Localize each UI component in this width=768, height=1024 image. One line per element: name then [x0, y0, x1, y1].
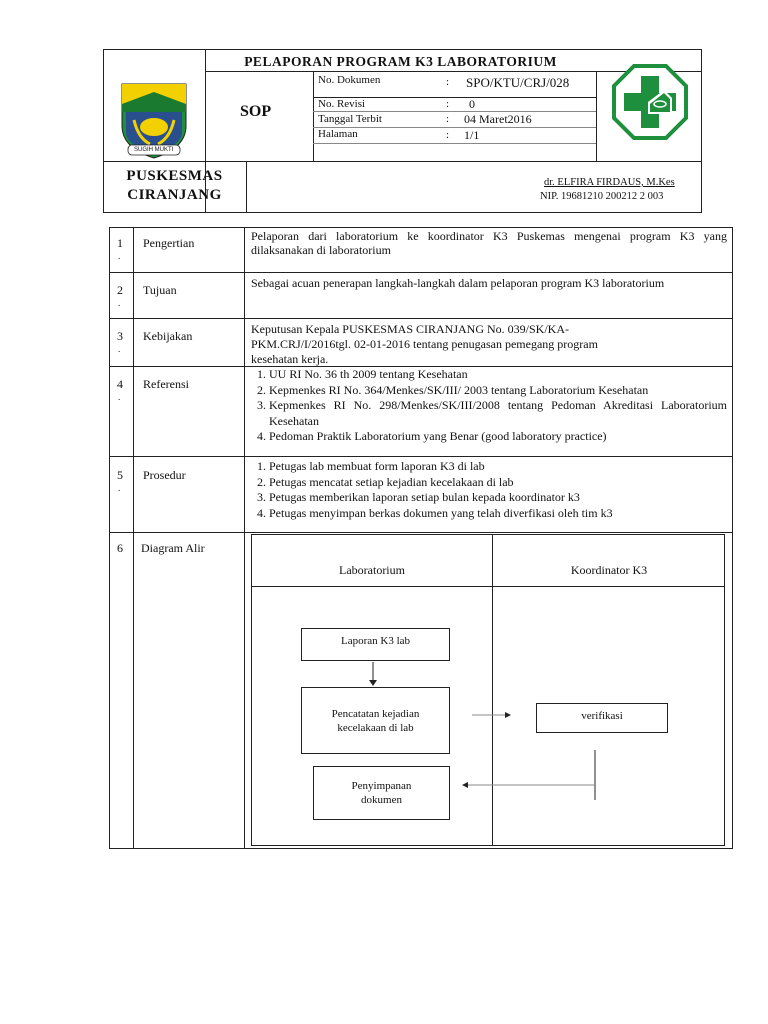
- arrow-head: [369, 680, 377, 686]
- table-divider: [244, 227, 245, 849]
- list-item: 3. Petugas memberikan laporan setiap bulan kepada koordinator k3: [269, 490, 727, 506]
- list-item: 3. Kepmenkes RI No. 298/Menkes/SK/III/2008 tentang Pedoman Akreditasi Laboratorium Kesehatan: [269, 398, 727, 429]
- row-text-line: kesehatan kerja.: [251, 352, 329, 366]
- procedure-list: [251, 459, 727, 521]
- meta-label-revisi: No. Revisi: [318, 98, 366, 110]
- row-number-dot: .: [118, 344, 121, 354]
- row-number: 1: [117, 236, 123, 250]
- row-number-dot: .: [118, 392, 121, 402]
- regional-logo: [116, 82, 192, 162]
- header-divider: [313, 111, 596, 112]
- meta-sep: :: [446, 113, 450, 125]
- row-text: Sebagai acuan penerapan langkah-langkah dalam pelaporan program K3 laboratorium: [251, 276, 665, 290]
- list-item: 4. Pedoman Praktik Laboratorium yang Benar (good laboratory practice): [269, 429, 727, 445]
- list-item: 2. Kepmenkes RI No. 364/Menkes/SK/III/ 2003 tentang Laboratorium Kesehatan: [269, 383, 727, 399]
- row-label: Pengertian: [143, 236, 195, 250]
- list-item: 4. Petugas menyimpan berkas dokumen yang telah diverfikasi oleh tim k3: [269, 506, 727, 522]
- row-number: 6: [117, 541, 123, 555]
- list-item: 1. UU RI No. 36 th 2009 tentang Kesehatan: [269, 367, 727, 383]
- org-name-line2: CIRANJANG: [127, 187, 222, 203]
- document-title: PELAPORAN PROGRAM K3 LABORATORIUM: [244, 54, 557, 69]
- sop-label: SOP: [240, 103, 272, 120]
- header-divider: [596, 71, 597, 161]
- org-name-line1: PUSKESMAS: [126, 168, 223, 184]
- table-divider: [133, 227, 134, 849]
- flow-box-verifikasi: verifikasi: [536, 703, 668, 733]
- meta-value-halaman: 1/1: [464, 128, 480, 142]
- signer-nip: NIP. 19681210 200212 2 003: [540, 191, 664, 202]
- table-divider: [109, 272, 733, 273]
- row-number: 2: [117, 283, 123, 297]
- row-label: Referensi: [143, 377, 189, 391]
- row-number: 3: [117, 329, 123, 343]
- puskesmas-logo: [612, 64, 688, 140]
- list-item: 1. Petugas lab membuat form laporan K3 di lab: [269, 459, 727, 475]
- table-divider: [109, 532, 733, 533]
- header-divider: [313, 143, 596, 144]
- meta-value-tanggal: 04 Maret2016: [464, 112, 532, 126]
- meta-label-tanggal: Tanggal Terbit: [318, 113, 382, 125]
- table-divider: [109, 456, 733, 457]
- reference-list: [251, 367, 727, 445]
- row-label: Diagram Alir: [141, 541, 205, 555]
- logo-motto: SUGIH MUKTI: [134, 147, 174, 153]
- row-number-dot: .: [118, 298, 121, 308]
- meta-value-dokumen: SPO/KTU/CRJ/028: [466, 75, 570, 90]
- row-number-dot: .: [118, 251, 121, 261]
- flow-box-text: Penyimpanan dokumen: [351, 780, 412, 806]
- row-number-dot: .: [118, 483, 121, 493]
- row-label: Kebijakan: [143, 329, 193, 343]
- flow-arrows: [251, 534, 725, 846]
- row-label: Tujuan: [143, 283, 177, 297]
- flow-box-text: Pencatatan kejadian kecelakaan di lab: [331, 707, 420, 734]
- arrow-head: [505, 712, 511, 718]
- meta-label-dokumen: No. Dokumen: [318, 74, 381, 86]
- header-divider: [246, 161, 247, 213]
- row-text: Pelaporan dari laboratorium ke koordinator K3 Puskemas mengenai program K3 yang dilaksanakan di laboratorium: [251, 229, 727, 257]
- meta-sep: :: [446, 76, 450, 88]
- meta-sep: :: [446, 129, 450, 141]
- header-divider: [313, 71, 314, 161]
- table-divider: [109, 318, 733, 319]
- meta-sep: :: [446, 98, 450, 110]
- signer-name: dr. ELFIRA FIRDAUS, M.Kes: [544, 177, 675, 188]
- row-text-line: PKM.CRJ/I/2016tgl. 02-01-2016 tentang penugasan pemegang program: [251, 337, 598, 351]
- row-number: 5: [117, 468, 123, 482]
- diagram-column-koordinator: Koordinator K3: [570, 563, 648, 577]
- diagram-column-lab: Laboratorium: [339, 563, 405, 577]
- list-item: 2. Petugas mencatat setiap kejadian kecelakaan di lab: [269, 475, 727, 491]
- flow-box-laporan: Laporan K3 lab: [301, 628, 450, 661]
- row-text-line: Keputusan Kepala PUSKESMAS CIRANJANG No. 039/SK/KA-: [251, 322, 569, 336]
- header-divider: [103, 161, 702, 162]
- row-number: 4: [117, 377, 123, 391]
- row-label: Prosedur: [143, 468, 186, 482]
- meta-label-halaman: Halaman: [318, 128, 358, 140]
- arrow-head: [462, 782, 468, 788]
- meta-value-revisi: 0: [469, 97, 475, 111]
